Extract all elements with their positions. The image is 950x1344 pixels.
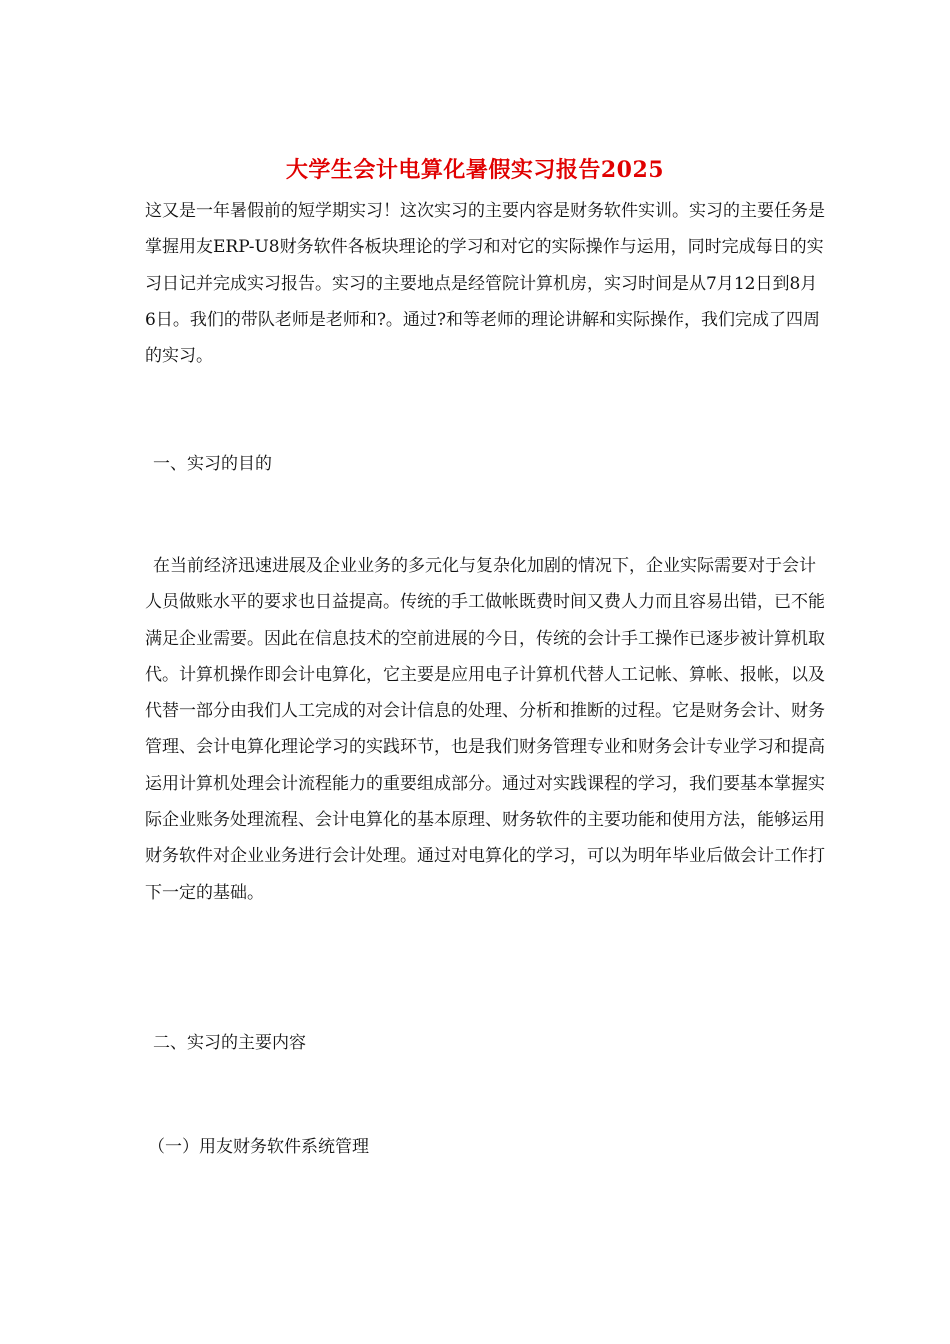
document-title: 大学生会计电算化暑假实习报告2025	[285, 157, 665, 183]
purpose-paragraph: 在当前经济迅速进展及企业业务的多元化与复杂化加剧的情况下，企业实际需要对于会计人员做账水平的要求也日益提高。传统的手工做帐既费时间又费人力而且容易出错，已不能满足企业需要。因此在信息技术的空前进展的今日，传统的会计手工操作已逐步被计算机取代。计算机操作即会计电算化，它主要是应用电子计算机代替人工记帐、算帐、报帐，以及代替一部分由我们人工完成的对会计信息的处理、分析和推断的过程。它是财务会计、财务管理、会计电算化理论学习的实践环节，也是我们财务管理专业和财务会计专业学习和提高运用计算机处理会计流程能力的重要组成部分。通过对实践课程的学习，我们要基本掌握实际企业账务处理流程、会计电算化的基本原理、财务软件的主要功能和使用方法，能够运用财务软件对企业业务进行会计处理。通过对电算化的学习，可以为明年毕业后做会计工作打下一定的基础。	[145, 556, 825, 903]
section-heading-content: 二、实习的主要内容	[153, 1033, 306, 1053]
intro-paragraph: 这又是一年暑假前的短学期实习！这次实习的主要内容是财务软件实训。实习的主要任务是掌握用友ERP-U8财务软件各板块理论的学习和对它的实际操作与运用，同时完成每日的实习日记并完成实习报告。实习的主要地点是经管院计算机房，实习时间是从7月12日到8月6日。我们的带队老师是老师和?。通过?和等老师的理论讲解和实际操作，我们完成了四周的实习。	[145, 201, 825, 367]
section-heading-purpose: 一、实习的目的	[153, 454, 272, 474]
subsection-heading-system-management: （一）用友财务软件系统管理	[148, 1137, 369, 1157]
